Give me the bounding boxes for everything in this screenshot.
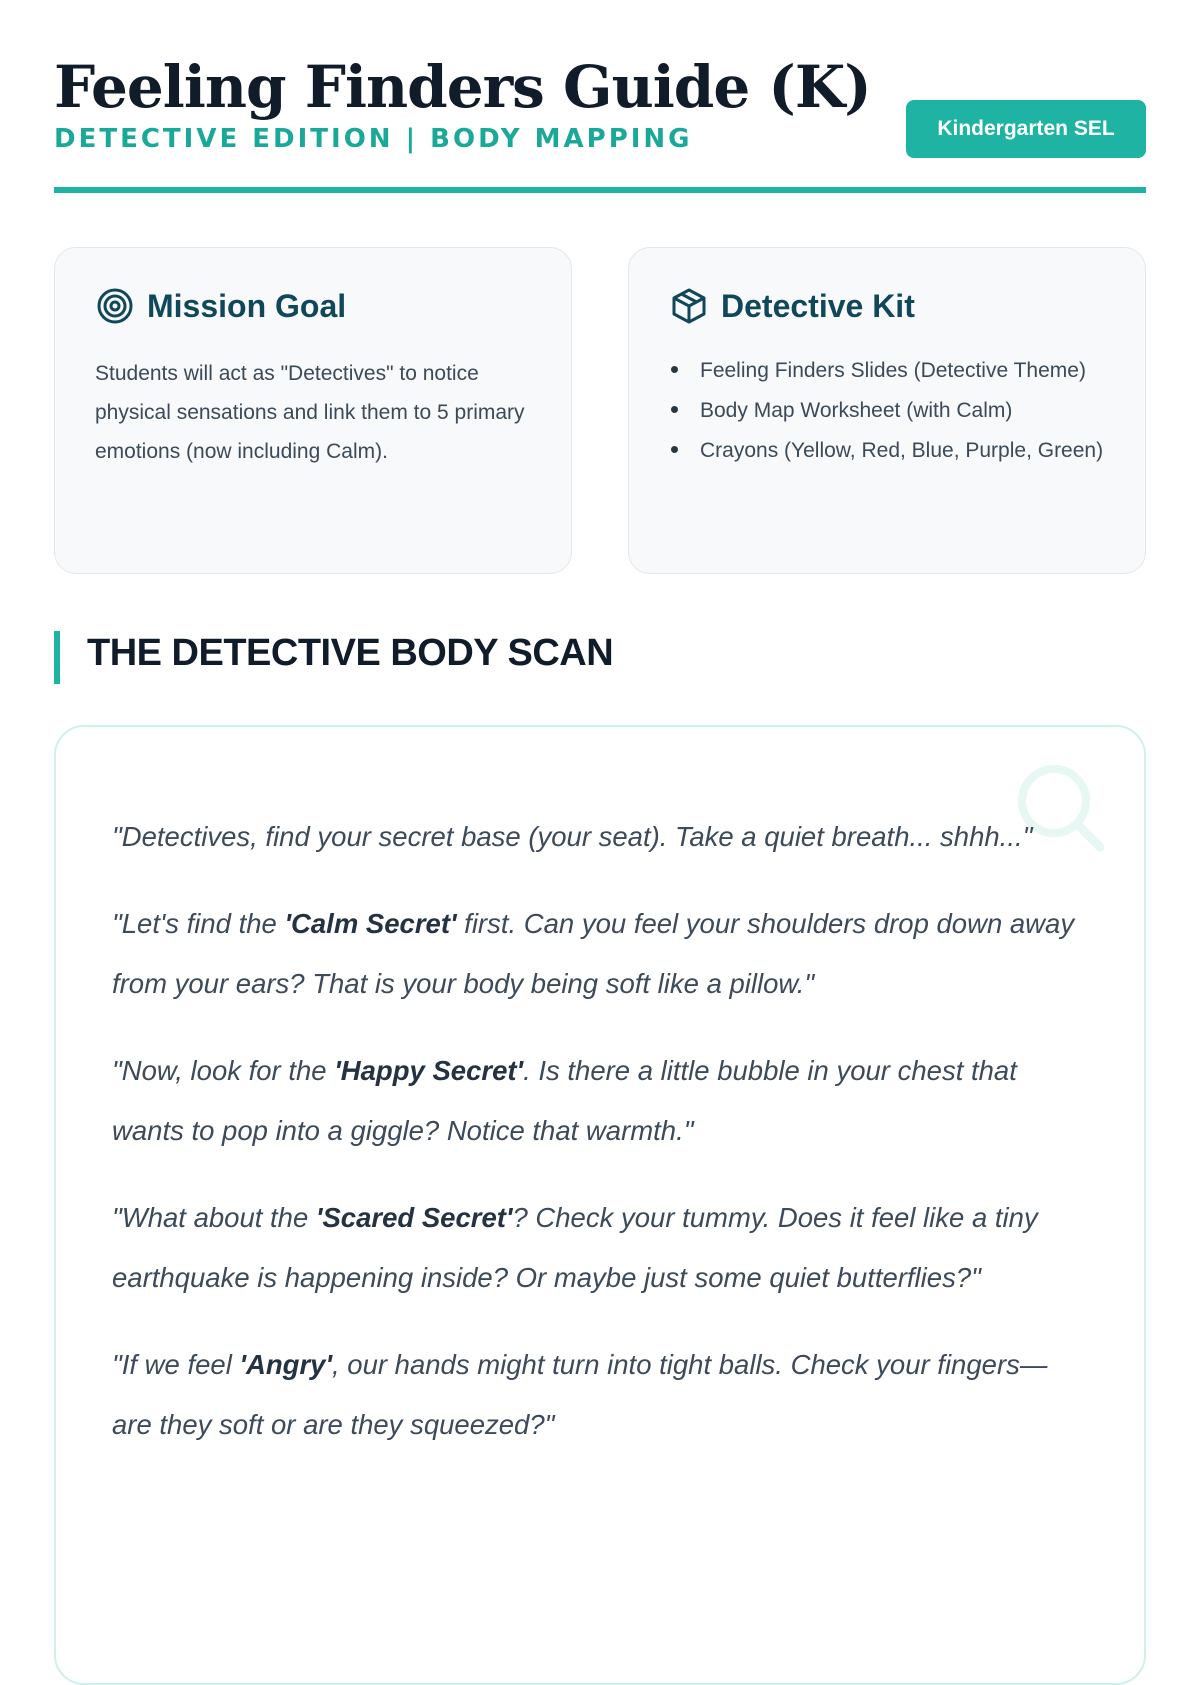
body-scan-script [54,725,1146,1685]
mission-goal-text: Students will act as "Detectives" to notice physical sensations and link them to 5 primary emotions (now including Calm). [95,362,525,463]
script-text-segment: "Let's find the [112,908,285,939]
script-text [112,807,1084,1482]
script-paragraph [112,807,1084,867]
mission-goal-header [95,286,346,326]
kit-item-label: Crayons (Yellow, Red, Blue, Purple, Green) [700,439,1104,462]
script-text-segment: "Now, look for the [112,1055,335,1086]
detective-kit-header [669,286,915,326]
bullet-icon [671,446,678,453]
script-text-segment: first. Can you feel your shoulders drop down away from your ears? That is your body being soft like a pillow." [112,908,1075,999]
script-text-segment: ? Check your tummy. Does it feel like a tiny earthquake is happening inside? Or maybe just some quiet butterflies?" [112,1202,1038,1293]
section-accent-bar [54,631,60,684]
package-icon [669,286,709,326]
script-text-segment: "If we feel [112,1349,240,1380]
script-paragraph [112,1335,1084,1455]
script-text-segment: , our hands might turn into tight balls. Check your fingers—are they soft or are they squeezed?" [112,1349,1048,1440]
script-text-segment: "Detectives, find your secret base (your seat). Take a quiet breath... shhh..." [112,821,1033,852]
script-text-segment: . Is there a little bubble in your chest that wants to pop into a giggle? Notice that warmth." [112,1055,1017,1146]
list-item [669,354,1115,387]
section-title: THE DETECTIVE BODY SCAN [87,632,614,674]
mission-goal-title: Mission Goal [147,287,347,324]
script-paragraph [112,1041,1084,1161]
script-paragraph [112,894,1084,1014]
kit-list [669,354,1115,474]
emotion-highlight: 'Angry' [239,1349,332,1380]
script-paragraph [112,1188,1084,1308]
header-divider [54,187,1146,193]
detective-kit-title: Detective Kit [721,287,915,324]
emotion-highlight: 'Scared Secret' [315,1202,513,1233]
page-header [54,44,1146,190]
kit-item-label: Body Map Worksheet (with Calm) [700,399,1013,422]
bullet-icon [671,366,678,373]
script-text-segment: "What about the [112,1202,316,1233]
detective-kit-card [628,247,1146,574]
grade-badge: Kindergarten SEL [906,100,1146,158]
kit-item-label: Feeling Finders Slides (Detective Theme) [700,359,1086,382]
page-title: Feeling Finders Guide (K) [54,53,871,121]
emotion-highlight: 'Happy Secret' [334,1055,524,1086]
page-subtitle: DETECTIVE EDITION | BODY MAPPING [54,124,693,154]
list-item [669,394,1115,427]
mission-goal-card [54,247,572,574]
list-item [669,434,1115,467]
emotion-highlight: 'Calm Secret' [284,908,457,939]
target-icon [95,286,135,326]
bullet-icon [671,406,678,413]
